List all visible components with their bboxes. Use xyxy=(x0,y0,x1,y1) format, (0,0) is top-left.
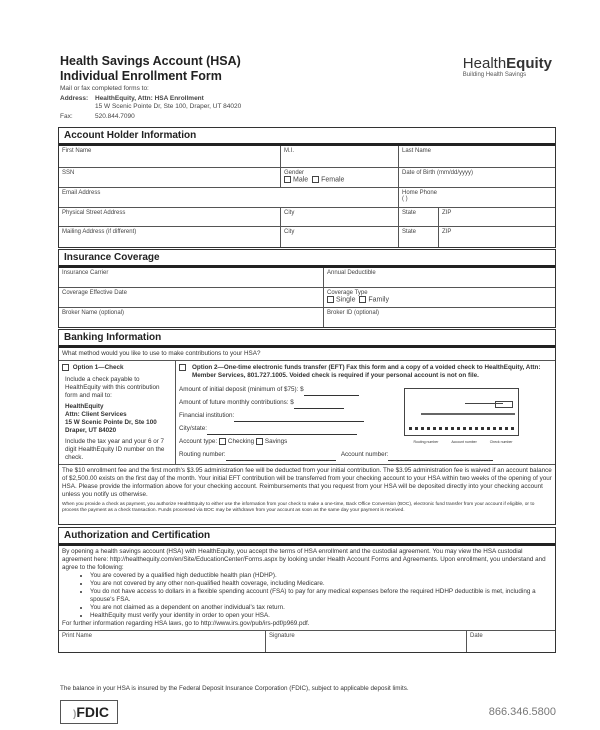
auth-intro: By opening a health savings account (HSA) with HealthEquity, you accept the terms of HSA enrollment and the custodial agreement. You may view the HSA custodial agreement here: http://healthequity.com/en/Site/EducationCenter/Forms.aspx by looking under Health Account Forms and Agreements. Upon enrollment, you understand and agree to the following: xyxy=(62,548,546,571)
option1-panel: Option 1—Check Include a check payable to HealthEquity with this contribution form and mail to: HealthEquity Attn: Client Services 15 W Scenic Pointe Dr, Ste 100 Draper, UT 84020 Include the tax year and your 6 or 7 digit HealthEquity ID number on the check. xyxy=(59,361,176,464)
form-title xyxy=(60,54,241,84)
effective-date-field[interactable]: Coverage Effective Date xyxy=(59,288,324,307)
title-line1: Health Savings Account (HSA) xyxy=(60,54,241,68)
option1-checkbox[interactable] xyxy=(62,364,69,371)
dob-field[interactable]: Date of Birth (mm/dd/yyyy) xyxy=(402,170,474,176)
fdic-text: The balance in your HSA is insured by the Federal Deposit Insurance Corporation (FDIC), subject to applicable deposit limits. xyxy=(60,685,409,692)
date-field[interactable]: Date xyxy=(470,633,483,639)
home-phone-field[interactable]: Home Phone ( ) xyxy=(402,190,438,202)
email-field[interactable]: Email Address xyxy=(59,188,399,207)
signature-field[interactable]: Signature xyxy=(266,631,467,652)
fax-number: 520.844.7090 xyxy=(95,113,135,120)
address-line1: HealthEquity, Attn: HSA Enrollment xyxy=(95,95,204,102)
male-checkbox[interactable] xyxy=(284,176,291,183)
mailing-address-field[interactable]: Mailing Address (if different) xyxy=(59,227,281,247)
mi-field[interactable]: M.I. xyxy=(281,146,399,167)
single-checkbox[interactable] xyxy=(327,296,334,303)
further-info: For further information regarding HSA laws, go to http://www.irs.gov/pub/irs-pdf/p969.pdf. xyxy=(62,620,310,627)
option2-panel: Option 2—One-time electronic funds transfer (EFT) Fax this form and a copy of a voided check to HealthEquity, Attn: Member Services, 801.727.1005. Voided check is required if your personal account is not on file. Amount of initial deposit (minimum of $75): $ Amount of future monthly contributions: $ Financial institution: City/state: Account type: Checking Savings Routing number: Account number: Routing number Account number Check number xyxy=(176,361,555,464)
insurance-section xyxy=(58,249,556,328)
savings-checkbox[interactable] xyxy=(256,438,263,445)
voided-check-illustration: Routing number Account number Check number xyxy=(404,388,519,436)
address-line2: 15 W Scenic Pointe Dr, Ste 100, Draper, UT 84020 xyxy=(95,103,242,110)
routing-input[interactable] xyxy=(226,454,336,461)
coverage-type-field: Coverage Type Single Family xyxy=(327,290,389,304)
print-name-field[interactable]: Print Name xyxy=(59,631,266,652)
female-checkbox[interactable] xyxy=(312,176,319,183)
method-question: What method would you like to use to make contributions to your HSA? xyxy=(62,350,261,357)
family-checkbox[interactable] xyxy=(359,296,366,303)
ssn-field[interactable]: SSN xyxy=(59,168,281,187)
section-title: Banking Information xyxy=(59,330,555,348)
banking-section xyxy=(58,329,556,525)
option2-checkbox[interactable] xyxy=(179,364,186,371)
checking-checkbox[interactable] xyxy=(219,438,226,445)
account-holder-section xyxy=(58,127,556,248)
city-field[interactable]: City xyxy=(281,208,399,226)
citystate-input[interactable] xyxy=(207,428,357,435)
mail-intro: Mail or fax completed forms to: xyxy=(60,85,149,92)
section-title: Insurance Coverage xyxy=(59,250,555,268)
fdic-logo: )FDIC xyxy=(60,700,118,724)
phone-number: 866.346.5800 xyxy=(488,706,556,718)
boc-text: When you provide a check as payment, you authorize HealthEquity to either use the information from your check to make a one-time, Back Office Conversion (BOC), electronic fund transfer from your account if eligible, or to process the payment as a check transaction. Funds processed via BOC may be withdrawn from your account as soon as the same day your payment is received. xyxy=(62,502,535,513)
carrier-field[interactable]: Insurance Carrier xyxy=(59,268,324,287)
healthequity-logo: HealthEquity Building Health Savings xyxy=(462,55,552,78)
fax-label: Fax: xyxy=(60,113,73,120)
broker-name-field[interactable]: Broker Name (optional) xyxy=(59,308,324,327)
title-line2: Individual Enrollment Form xyxy=(60,69,222,83)
first-name-field[interactable]: First Name xyxy=(59,146,281,167)
mailing-zip-field[interactable]: ZIP xyxy=(442,229,452,235)
address-label: Address: xyxy=(60,95,89,102)
state-field[interactable]: State xyxy=(399,208,439,226)
mailing-city-field[interactable]: City xyxy=(281,227,399,247)
fee-text: The $10 enrollment fee and the first month's $3.95 administration fee will be deducted from your initial contribution. The $3.95 administration fee is waived if an account balance of $2,500.00 exists on the first day of the month. Your initial EFT contribution will be transferred from your checking account to your HSA within two weeks of the opening of your HSA. Please provide the information above for your checking account. Reimbursements that you request from your HSA will be deposited directly into your checking account unless you notify us otherwise. xyxy=(62,467,552,498)
gender-field: Gender Male Female xyxy=(281,168,399,187)
section-title: Authorization and Certification xyxy=(59,528,555,546)
last-name-field[interactable]: Last Name xyxy=(402,148,432,154)
mailing-state-field[interactable]: State xyxy=(399,227,439,247)
broker-id-field[interactable]: Broker ID (optional) xyxy=(327,310,380,316)
section-title: Account Holder Information xyxy=(59,128,555,146)
zip-field[interactable]: ZIP xyxy=(442,210,452,216)
deductible-field[interactable]: Annual Deductible xyxy=(327,270,376,276)
initial-deposit-input[interactable] xyxy=(304,389,359,396)
monthly-contribution-input[interactable] xyxy=(294,402,344,409)
physical-address-field[interactable]: Physical Street Address xyxy=(59,208,281,226)
account-input[interactable] xyxy=(388,454,493,461)
auth-bullets: • You are covered by a qualified high deductible health plan (HDHP). • You are not covered by any other non-qualified health coverage, including Medicare. • You do not have access to dollars in a flexible spending account (FSA) to pay for any medical expenses before the required HDHP deductible is met, including a spouse's FSA. • You are not claimed as a dependent on another individual's tax return. • HealthEquity must verify your identity in order to open your HSA. xyxy=(90,572,552,620)
institution-input[interactable] xyxy=(234,415,364,422)
authorization-section xyxy=(58,527,556,653)
